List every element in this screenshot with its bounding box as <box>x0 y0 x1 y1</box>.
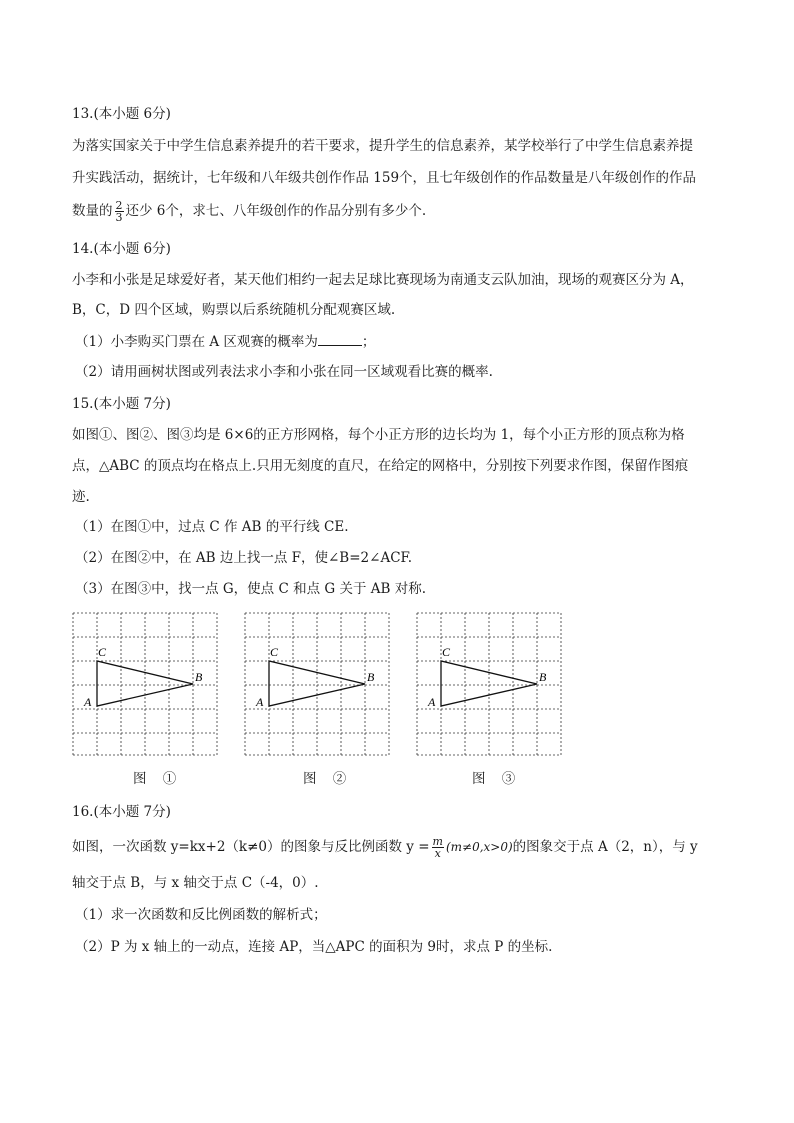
q16-frac-num: m <box>432 835 443 848</box>
q14-part2: （2）请用画树状图或列表法求小李和小张在同一区域观看比赛的概率. <box>75 364 493 380</box>
grid-figure-2 <box>244 612 394 757</box>
q16-part1: （1）求一次函数和反比例函数的解析式； <box>75 907 327 923</box>
q15-text-line1: 如图①、图②、图③均是 6×6的正方形网格，每个小正方形的边长均为 1，每个小正方形的顶点称为格 <box>72 427 685 443</box>
label-c: C <box>442 645 451 659</box>
grid-figure-3 <box>416 612 566 757</box>
grid-lines <box>417 613 561 755</box>
label-c: C <box>98 645 107 659</box>
q14-part1-end: ； <box>361 334 376 350</box>
q15-header: 15.(本小题 7分) <box>72 396 171 412</box>
figure-1-caption: 图 ① <box>133 771 183 787</box>
q16-text-line1 <box>72 836 722 859</box>
q15-text-line2: 点，△ABC 的顶点均在格点上.只用无刻度的直尺，在给定的网格中，分别按下列要求作图，保留作图痕 <box>72 458 689 474</box>
q13-frac-num: 2 <box>115 199 123 212</box>
label-b: B <box>195 670 203 684</box>
q13-line3-post: 还少 6个，求七、八年级创作的作品分别有多少个. <box>125 203 427 219</box>
triangle-abc <box>97 661 193 706</box>
figure-3-caption: 图 ③ <box>472 771 522 787</box>
q13-fraction <box>115 200 124 223</box>
q15-part2: （2）在图②中，在 AB 边上找一点 F，使∠B=2∠ACF. <box>75 550 413 566</box>
grid-lines <box>73 613 217 755</box>
triangle-abc <box>441 661 537 706</box>
answer-blank <box>318 331 362 346</box>
grid-figure-1 <box>72 612 222 757</box>
q16-header: 16.(本小题 7分) <box>72 804 171 820</box>
q15-part3: （3）在图③中，找一点 G，使点 C 和点 G 关于 AB 对称. <box>75 581 426 597</box>
q15-text-line3: 迹. <box>72 489 90 505</box>
q16-line1-post: 的图象交于点 A（2，n），与 y <box>512 839 698 855</box>
q13-line3-pre: 数量的 <box>72 203 113 219</box>
label-b: B <box>539 670 547 684</box>
q13-header: 13.(本小题 6分) <box>72 106 171 122</box>
q14-text-line2: B，C，D 四个区域，购票以后系统随机分配观赛区域. <box>72 302 396 318</box>
q16-text-line2: 轴交于点 B，与 x 轴交于点 C（-4，0）. <box>72 875 319 891</box>
q16-part2: （2）P 为 x 轴上的一动点，连接 AP，当△APC 的面积为 9时，求点 P 的坐标. <box>75 939 553 955</box>
q13-text-line2: 升实践活动，据统计，七年级和八年级共创作作品 159个，且七年级创作的作品数量是八年级创作的作品 <box>72 170 697 186</box>
q13-frac-den: 3 <box>115 211 123 224</box>
q16-line1-pre: 如图，一次函数 y=kx+2（k≠0）的图象与反比例函数 y = <box>72 839 430 855</box>
q13-text-line1: 为落实国家关于中学生信息素养提升的若干要求，提升学生的信息素养，某学校举行了中学生信息素养提 <box>72 138 693 154</box>
triangle-abc <box>269 661 365 706</box>
label-b: B <box>367 670 375 684</box>
q14-header: 14.(本小题 6分) <box>72 241 171 257</box>
grid-lines <box>245 613 389 755</box>
q14-text-line1: 小李和小张是足球爱好者，某天他们相约一起去足球比赛现场为南通支云队加油，现场的观赛区分为 A， <box>72 272 694 288</box>
label-a: A <box>84 695 92 709</box>
figure-2-caption: 图 ② <box>303 771 353 787</box>
q15-part1: （1）在图①中，过点 C 作 AB 的平行线 CE. <box>75 519 349 535</box>
q16-fraction <box>432 836 444 859</box>
label-c: C <box>270 645 279 659</box>
q14-part1-text: （1）小李购买门票在 A 区观赛的概率为 <box>75 334 318 350</box>
label-a: A <box>256 695 264 709</box>
q14-part1 <box>75 331 725 352</box>
q13-text-line3 <box>72 200 722 223</box>
label-a: A <box>428 695 436 709</box>
q16-frac-den: x <box>434 847 441 860</box>
q16-line1-cond: (m≠0,x>0) <box>445 840 513 854</box>
